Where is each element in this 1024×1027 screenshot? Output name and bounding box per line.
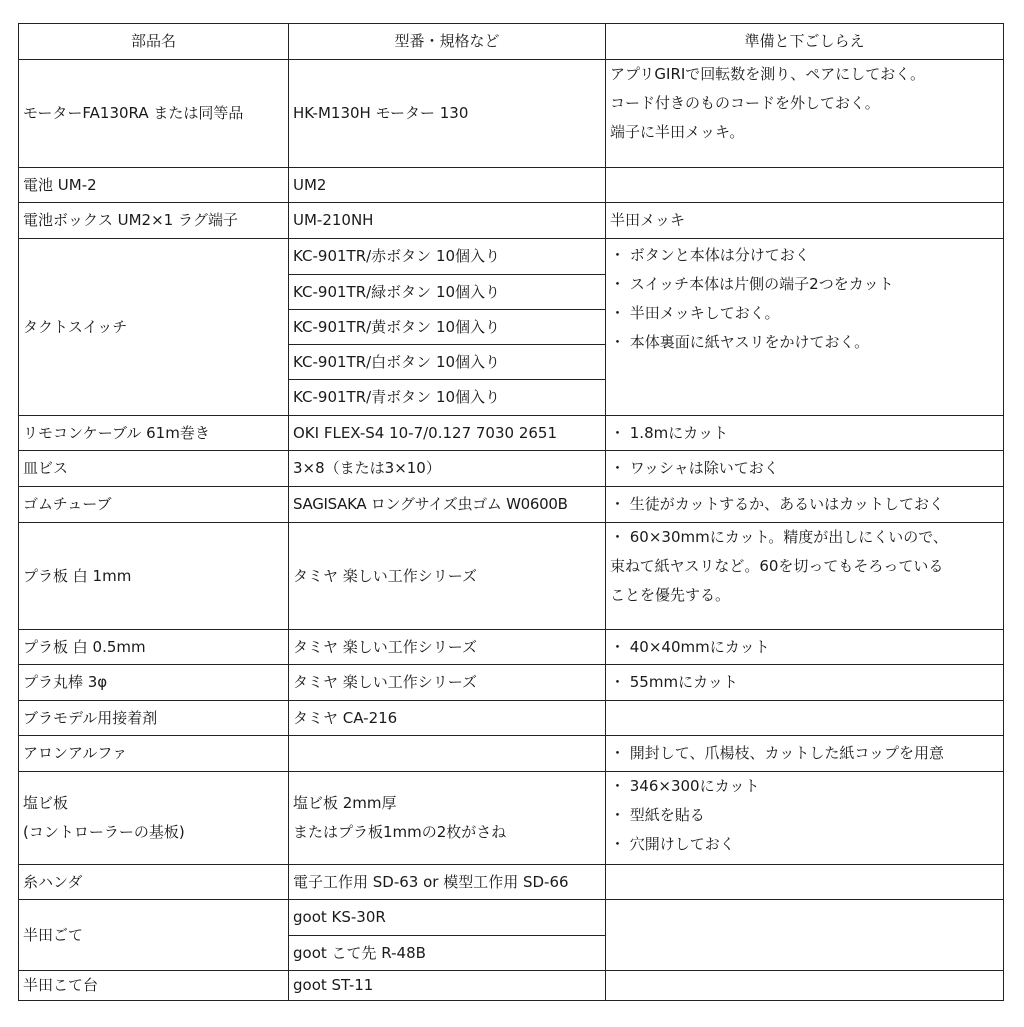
- part-name-cell: リモコンケーブル 61m巻き: [19, 416, 289, 451]
- part-name-cell: 皿ビス: [19, 451, 289, 487]
- preparation-cell: [606, 701, 1004, 736]
- model-cell: タミヤ 楽しい工作シリーズ: [289, 523, 606, 630]
- table-row: [19, 701, 1004, 736]
- model-cell: 電子工作用 SD-63 or 模型工作用 SD-66: [289, 865, 606, 900]
- model-cell: OKI FLEX-S4 10-7/0.127 7030 2651: [289, 416, 606, 451]
- model-cell: KC-901TR/白ボタン 10個入り: [289, 345, 606, 380]
- table-row: [19, 971, 1004, 1001]
- table-row: [19, 451, 1004, 487]
- table-row: [19, 60, 1004, 168]
- table-row: [19, 630, 1004, 665]
- model-cell: goot こて先 R-48B: [289, 936, 606, 971]
- part-name-cell: モーターFA130RA または同等品: [19, 60, 289, 168]
- preparation-cell: [606, 168, 1004, 203]
- model-cell: タミヤ CA-216: [289, 701, 606, 736]
- header-preparation: 準備と下ごしらえ: [606, 24, 1004, 60]
- model-cell: KC-901TR/黄ボタン 10個入り: [289, 310, 606, 345]
- part-name-cell: 半田ごて: [19, 900, 289, 971]
- table-row: [19, 168, 1004, 203]
- model-cell: goot KS-30R: [289, 900, 606, 936]
- model-cell: タミヤ 楽しい工作シリーズ: [289, 630, 606, 665]
- table-row: [19, 203, 1004, 239]
- preparation-cell: ・ ボタンと本体は分けておく ・ スイッチ本体は片側の端子2つをカット ・ 半田メッキしておく。 ・ 本体裏面に紙ヤスリをかけておく。: [606, 239, 1004, 416]
- preparation-cell: [606, 900, 1004, 971]
- model-cell: HK-M130H モーター 130: [289, 60, 606, 168]
- preparation-cell: [606, 865, 1004, 900]
- part-name-cell: ゴムチューブ: [19, 487, 289, 523]
- table-row: [19, 416, 1004, 451]
- preparation-cell: ・ 55mmにカット: [606, 665, 1004, 701]
- model-cell: タミヤ 楽しい工作シリーズ: [289, 665, 606, 701]
- part-name-cell: 糸ハンダ: [19, 865, 289, 900]
- preparation-cell: ・ 生徒がカットするか、あるいはカットしておく: [606, 487, 1004, 523]
- table-row: [19, 239, 1004, 275]
- model-cell: KC-901TR/赤ボタン 10個入り: [289, 239, 606, 275]
- parts-table: [18, 23, 1004, 1001]
- part-name-cell: 塩ビ板 (コントローラーの基板): [19, 772, 289, 865]
- preparation-cell: 半田メッキ: [606, 203, 1004, 239]
- part-name-cell: プラ板 白 1mm: [19, 523, 289, 630]
- part-name-cell: プラ板 白 0.5mm: [19, 630, 289, 665]
- model-cell: KC-901TR/青ボタン 10個入り: [289, 380, 606, 416]
- table-row: [19, 772, 1004, 865]
- preparation-cell: アプリGIRIで回転数を測り、ペアにしておく。 コード付きのものコードを外しておく。 端子に半田メッキ。: [606, 60, 1004, 168]
- model-cell: [289, 736, 606, 772]
- preparation-cell: ・ 60×30mmにカット。精度が出しにくいので、 束ねて紙ヤスリなど。60を切ってもそろっている ことを優先する。: [606, 523, 1004, 630]
- preparation-cell: [606, 971, 1004, 1001]
- header-model: 型番・規格など: [289, 24, 606, 60]
- table-row: [19, 736, 1004, 772]
- model-cell: 3×8（または3×10）: [289, 451, 606, 487]
- model-cell: UM2: [289, 168, 606, 203]
- part-name-cell: 電池ボックス UM2×1 ラグ端子: [19, 203, 289, 239]
- part-name-cell: ブラモデル用接着剤: [19, 701, 289, 736]
- table-row: [19, 665, 1004, 701]
- table-row: [19, 865, 1004, 900]
- header-row: [19, 24, 1004, 60]
- part-name-cell: アロンアルファ: [19, 736, 289, 772]
- preparation-cell: ・ 40×40mmにカット: [606, 630, 1004, 665]
- model-cell: KC-901TR/緑ボタン 10個入り: [289, 275, 606, 310]
- model-cell: SAGISAKA ロングサイズ虫ゴム W0600B: [289, 487, 606, 523]
- table-row: [19, 487, 1004, 523]
- preparation-cell: ・ ワッシャは除いておく: [606, 451, 1004, 487]
- part-name-cell: 半田こて台: [19, 971, 289, 1001]
- model-cell: goot ST-11: [289, 971, 606, 1001]
- model-cell: UM-210NH: [289, 203, 606, 239]
- part-name-cell: 電池 UM-2: [19, 168, 289, 203]
- model-cell: 塩ビ板 2mm厚 またはプラ板1mmの2枚がさね: [289, 772, 606, 865]
- preparation-cell: ・ 346×300にカット ・ 型紙を貼る ・ 穴開けしておく: [606, 772, 1004, 865]
- part-name-cell: プラ丸棒 3φ: [19, 665, 289, 701]
- table-row: [19, 900, 1004, 936]
- preparation-cell: ・ 開封して、爪楊枝、カットした紙コップを用意: [606, 736, 1004, 772]
- part-name-cell: タクトスイッチ: [19, 239, 289, 416]
- table-row: [19, 523, 1004, 630]
- header-part-name: 部品名: [19, 24, 289, 60]
- preparation-cell: ・ 1.8mにカット: [606, 416, 1004, 451]
